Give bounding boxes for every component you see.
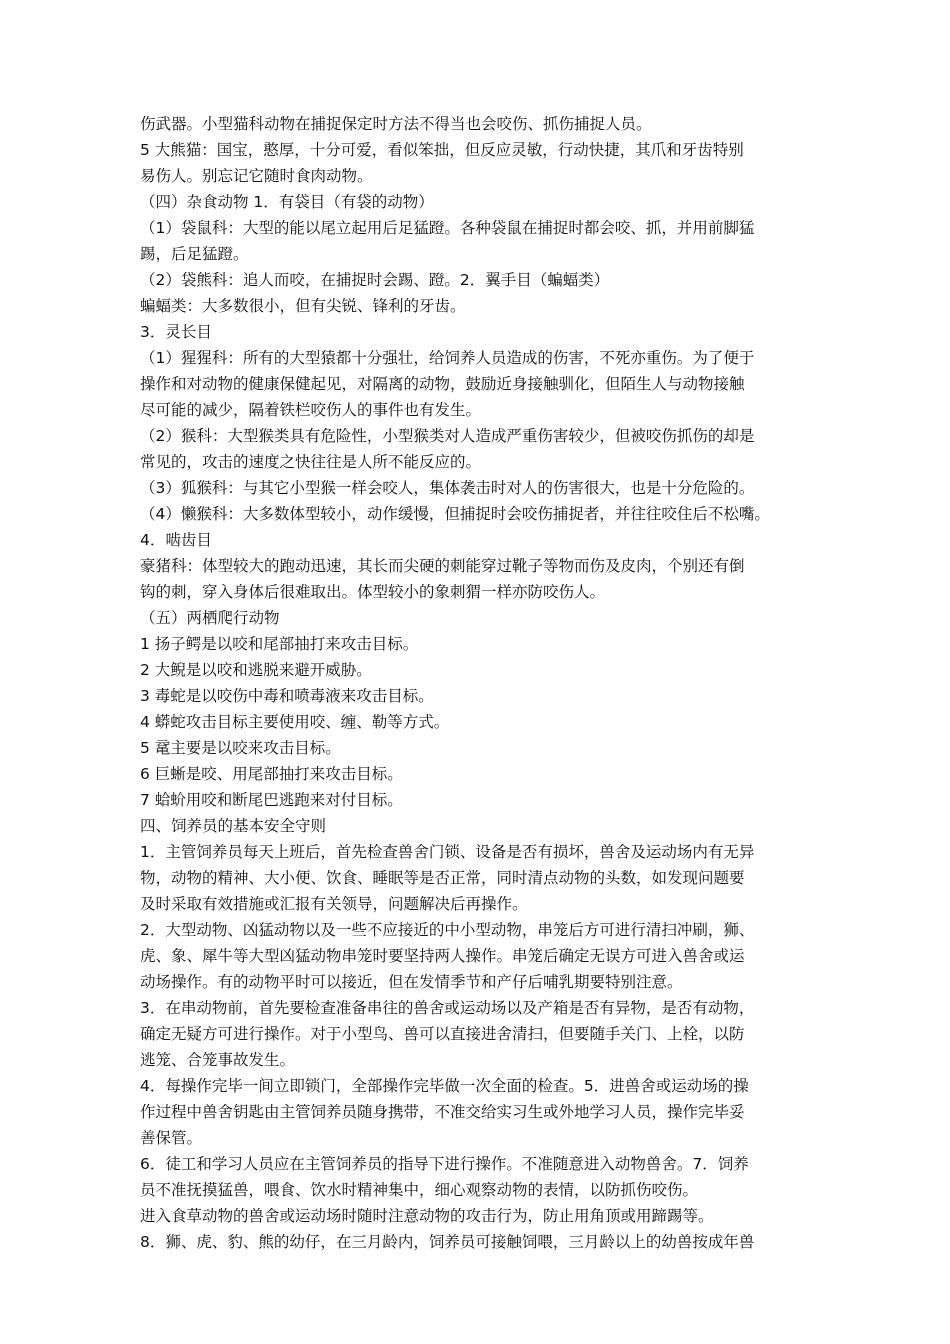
text-line: 3．在串动物前，首先要检查准备串往的兽舍或运动场以及产箱是否有异物，是否有动物， (140, 999, 755, 1017)
text-line: 2．大型动物、凶猛动物以及一些不应接近的中小型动物，串笼后方可进行清扫冲刷，狮、 (140, 921, 755, 939)
text-line: 进入食草动物的兽舍或运动场时随时注意动物的攻击行为，防止用角顶或用蹄踢等。 (140, 1207, 714, 1225)
text-line: （1）袋鼠科：大型的能以尾立起用后足猛蹬。各种袋鼠在捕捉时都会咬、抓，并用前脚猛 (140, 219, 755, 237)
text-line: 尽可能的减少，隔着铁栏咬伤人的事件也有发生。 (140, 401, 482, 419)
text-line: 确定无疑方可进行操作。对于小型鸟、兽可以直接进舍清扫，但要随手关门、上栓，以防 (140, 1025, 745, 1043)
text-line: 8．狮、虎、豹、熊的幼仔，在三月龄内，饲养员可接触饲喂，三月龄以上的幼兽按成年兽 (140, 1233, 755, 1251)
text-line: 1．主管饲养员每天上班后，首先检查兽舍门锁、设备是否有损坏，兽舍及运动场内有无异 (140, 843, 755, 861)
text-line: 4．每操作完毕一间立即锁门，全部操作完毕做一次全面的检查。5．进兽舍或运动场的操 (140, 1077, 749, 1095)
text-line: 动场操作。有的动物平时可以接近，但在发情季节和产仔后哺乳期要特别注意。 (140, 973, 683, 991)
text-line: （2）袋熊科：追人而咬，在捕捉时会踢、蹬。2．翼手目（蝙蝠类） (140, 271, 610, 289)
list-item: 7 蛤蚧用咬和断尾巴逃跑来对付目标。 (140, 791, 403, 809)
text-line: 及时采取有效措施或汇报有关领导，问题解决后再操作。 (140, 895, 528, 913)
text-line: 善保管。 (140, 1129, 203, 1147)
text-line: （3）狐猴科：与其它小型猴一样会咬人，集体袭击时对人的伤害很大，也是十分危险的。 (140, 479, 755, 497)
text-line: （4）懒猴科：大多数体型较小，动作缓慢，但捕捉时会咬伤捕捉者，并往往咬住后不松嘴。 (140, 505, 770, 523)
section-heading: （四）杂食动物 1．有袋目（有袋的动物） (140, 193, 434, 211)
list-item: 4 蟒蛇攻击目标主要使用咬、缠、勒等方式。 (140, 713, 450, 731)
section-heading: （五）两栖爬行动物 (140, 609, 280, 627)
document-body (140, 111, 830, 1255)
text-line: 虎、象、犀牛等大型凶猛动物串笼时要坚持两人操作。串笼后确定无误方可进入兽舍或运 (140, 947, 745, 965)
text-line: 常见的，攻击的速度之快往往是人所不能反应的。 (140, 453, 482, 471)
text-line: （1）猩猩科：所有的大型猿都十分强壮，给饲养人员造成的伤害，不死亦重伤。为了便于 (140, 349, 755, 367)
list-item: 3 毒蛇是以咬伤中毒和喷毒液来攻击目标。 (140, 687, 434, 705)
text-line: 6．徒工和学习人员应在主管饲养员的指导下进行操作。不准随意进入动物兽舍。7．饲养 (140, 1155, 749, 1173)
list-item: 5 鼋主要是以咬来攻击目标。 (140, 739, 341, 757)
text-line: 操作和对动物的健康保健起见，对隔离的动物，鼓励近身接触驯化，但陌生人与动物接触 (140, 375, 745, 393)
text-line: 员不准抚摸猛兽，喂食、饮水时精神集中，细心观察动物的表情，以防抓伤咬伤。 (140, 1181, 699, 1199)
text-line: 蝙蝠类：大多数很小，但有尖锐、锋利的牙齿。 (140, 297, 466, 315)
text-line: 豪猪科：体型较大的跑动迅速，其长而尖硬的刺能穿过靴子等物而伤及皮肉，个别还有倒 (140, 557, 745, 575)
text-line: 作过程中兽舍钥匙由主管饲养员随身携带，不准交给实习生或外地学习人员，操作完毕妥 (140, 1103, 745, 1121)
text-line: 逃笼、合笼事故发生。 (140, 1051, 296, 1069)
text-line: 伤武器。小型猫科动物在捕捉保定时方法不得当也会咬伤、抓伤捕捉人员。 (140, 115, 652, 133)
list-item: 2 大鲵是以咬和逃脱来避开威胁。 (140, 661, 372, 679)
text-line: 易伤人。别忘记它随时食肉动物。 (140, 167, 373, 185)
subsection-heading: 4．啮齿目 (140, 531, 212, 549)
list-item: 1 扬子鳄是以咬和尾部抽打来攻击目标。 (140, 635, 419, 653)
text-line: 5 大熊猫：国宝，憨厚，十分可爱，看似笨拙，但反应灵敏，行动快捷，其爪和牙齿特别 (140, 141, 744, 159)
text-line: （2）猴科：大型猴类具有危险性，小型猴类对人造成严重伤害较少，但被咬伤抓伤的却是 (140, 427, 755, 445)
text-line: 踢，后足猛蹬。 (140, 245, 249, 263)
list-item: 6 巨蜥是咬、用尾部抽打来攻击目标。 (140, 765, 403, 783)
section-heading: 四、饲养员的基本安全守则 (140, 817, 327, 835)
text-line: 钩的刺，穿入身体后很难取出。体型较小的象刺猬一样亦防咬伤人。 (140, 583, 606, 601)
subsection-heading: 3．灵长目 (140, 323, 212, 341)
text-line: 物，动物的精神、大小便、饮食、睡眠等是否正常，同时清点动物的头数，如发现问题要 (140, 869, 745, 887)
